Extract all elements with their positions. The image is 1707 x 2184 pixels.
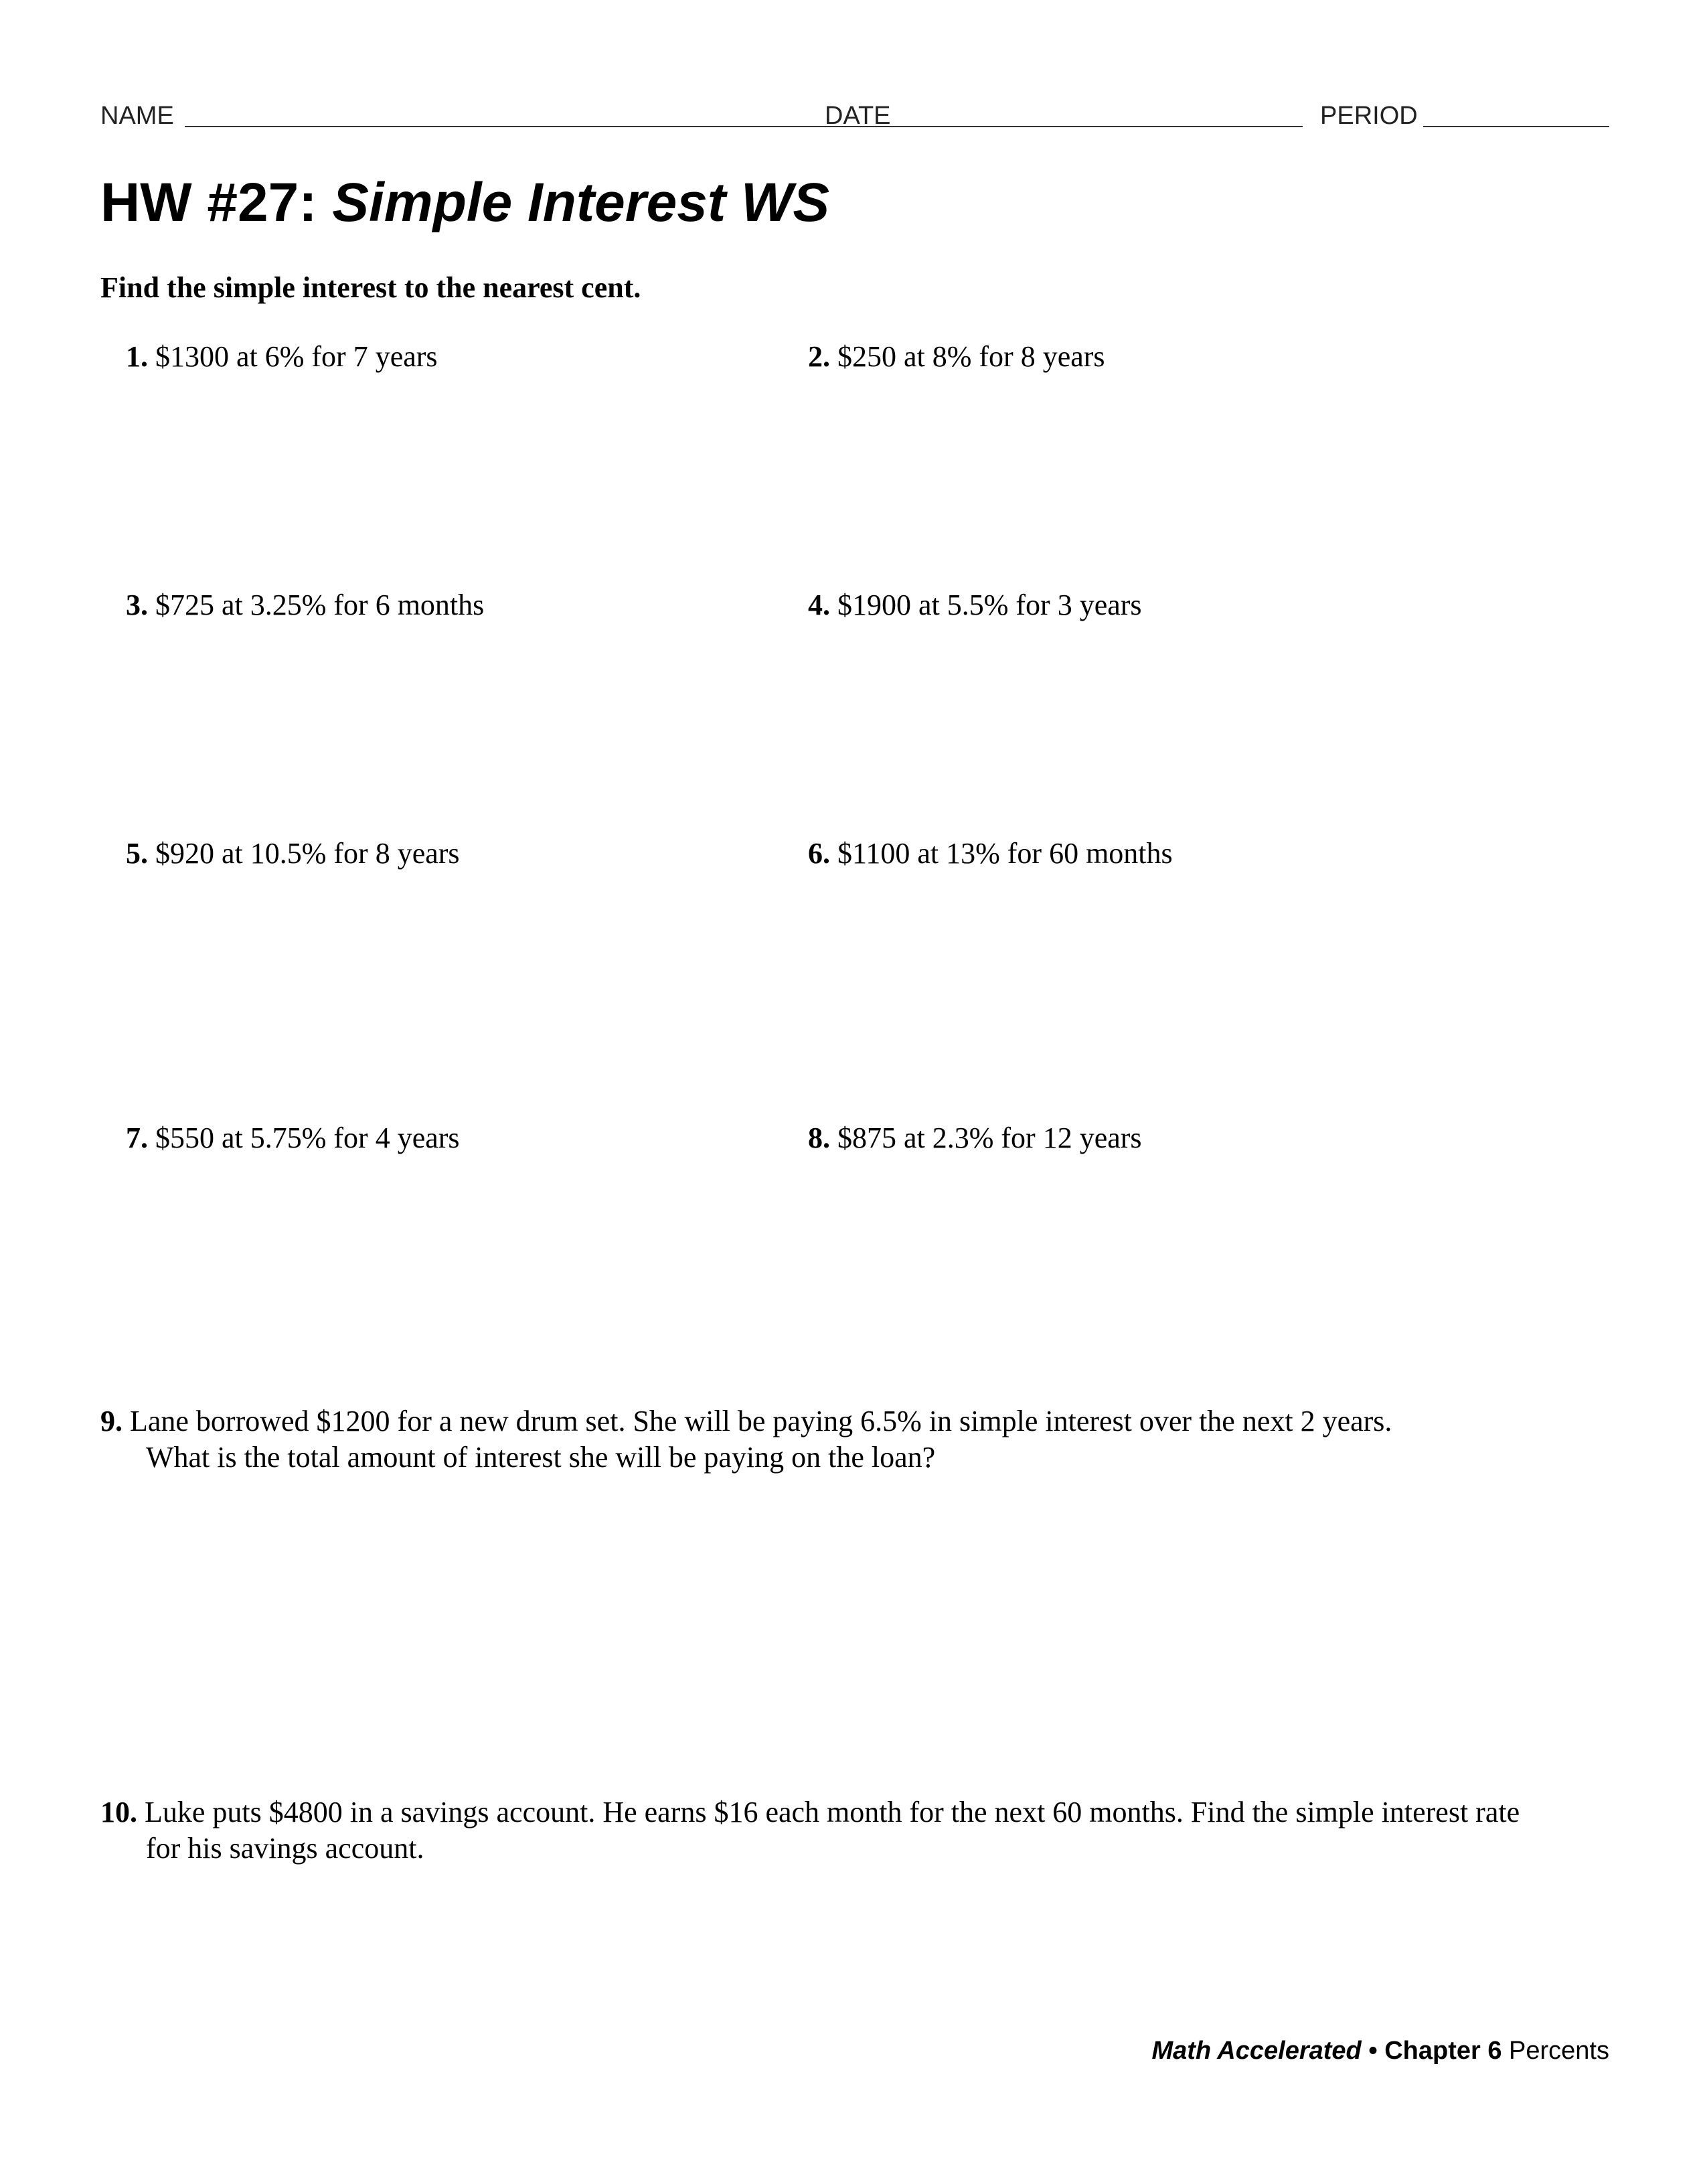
problem-number: 6. xyxy=(808,837,830,870)
problem-text: $920 at 10.5% for 8 years xyxy=(155,837,460,870)
problem-7 xyxy=(126,1119,460,1157)
word-problem-10 xyxy=(100,1794,1607,1867)
problem-text-line1: Lane borrowed $1200 for a new drum set. She will be paying 6.5% in simple interest over the next 2 years. xyxy=(130,1405,1392,1437)
problem-text-line2: What is the total amount of interest she will be paying on the loan? xyxy=(146,1441,936,1474)
name-label: NAME xyxy=(100,102,174,130)
period-label: PERIOD xyxy=(1320,102,1418,130)
problem-text: $1300 at 6% for 7 years xyxy=(155,340,438,373)
problem-3 xyxy=(126,587,484,624)
footer-separator: • xyxy=(1361,2037,1385,2065)
period-blank[interactable] xyxy=(1423,126,1609,127)
instructions: Find the simple interest to the nearest cent. xyxy=(100,271,641,304)
problem-number: 9. xyxy=(100,1405,123,1437)
footer-topic: Percents xyxy=(1501,2037,1609,2065)
page-footer xyxy=(1152,2034,1610,2068)
problem-text: $250 at 8% for 8 years xyxy=(837,340,1105,373)
page-title xyxy=(100,166,829,240)
date-label: DATE xyxy=(825,102,891,130)
problem-number: 2. xyxy=(808,340,830,373)
problem-number: 3. xyxy=(126,589,148,621)
problem-8 xyxy=(808,1119,1142,1157)
problem-4 xyxy=(808,587,1142,624)
problem-text: $1900 at 5.5% for 3 years xyxy=(837,589,1142,621)
problem-number: 5. xyxy=(126,837,148,870)
title-prefix: HW #27: xyxy=(100,172,317,233)
problem-number: 7. xyxy=(126,1121,148,1154)
problem-1 xyxy=(126,338,438,376)
title-subtitle: Simple Interest WS xyxy=(332,172,830,233)
problem-number: 1. xyxy=(126,340,148,373)
problem-number: 10. xyxy=(100,1796,137,1828)
problem-number: 8. xyxy=(808,1121,830,1154)
name-blank[interactable] xyxy=(185,126,920,127)
problem-text: $550 at 5.75% for 4 years xyxy=(155,1121,460,1154)
problem-text: $1100 at 13% for 60 months xyxy=(837,837,1173,870)
problem-5 xyxy=(126,835,460,872)
footer-chapter: Chapter 6 xyxy=(1384,2037,1502,2065)
date-blank[interactable] xyxy=(904,126,1303,127)
problem-text-line1: Luke puts $4800 in a savings account. He earns $16 each month for the next 60 months. Find the simple interest rate xyxy=(145,1796,1520,1828)
problem-2 xyxy=(808,338,1105,376)
problem-text: $725 at 3.25% for 6 months xyxy=(155,589,485,621)
problem-6 xyxy=(808,835,1173,872)
problem-text: $875 at 2.3% for 12 years xyxy=(837,1121,1142,1154)
problem-number: 4. xyxy=(808,589,830,621)
footer-book-title: Math Accelerated xyxy=(1151,2037,1362,2065)
problem-text-line2: for his savings account. xyxy=(146,1832,424,1865)
word-problem-9 xyxy=(100,1403,1607,1476)
student-info-header xyxy=(100,99,1610,133)
